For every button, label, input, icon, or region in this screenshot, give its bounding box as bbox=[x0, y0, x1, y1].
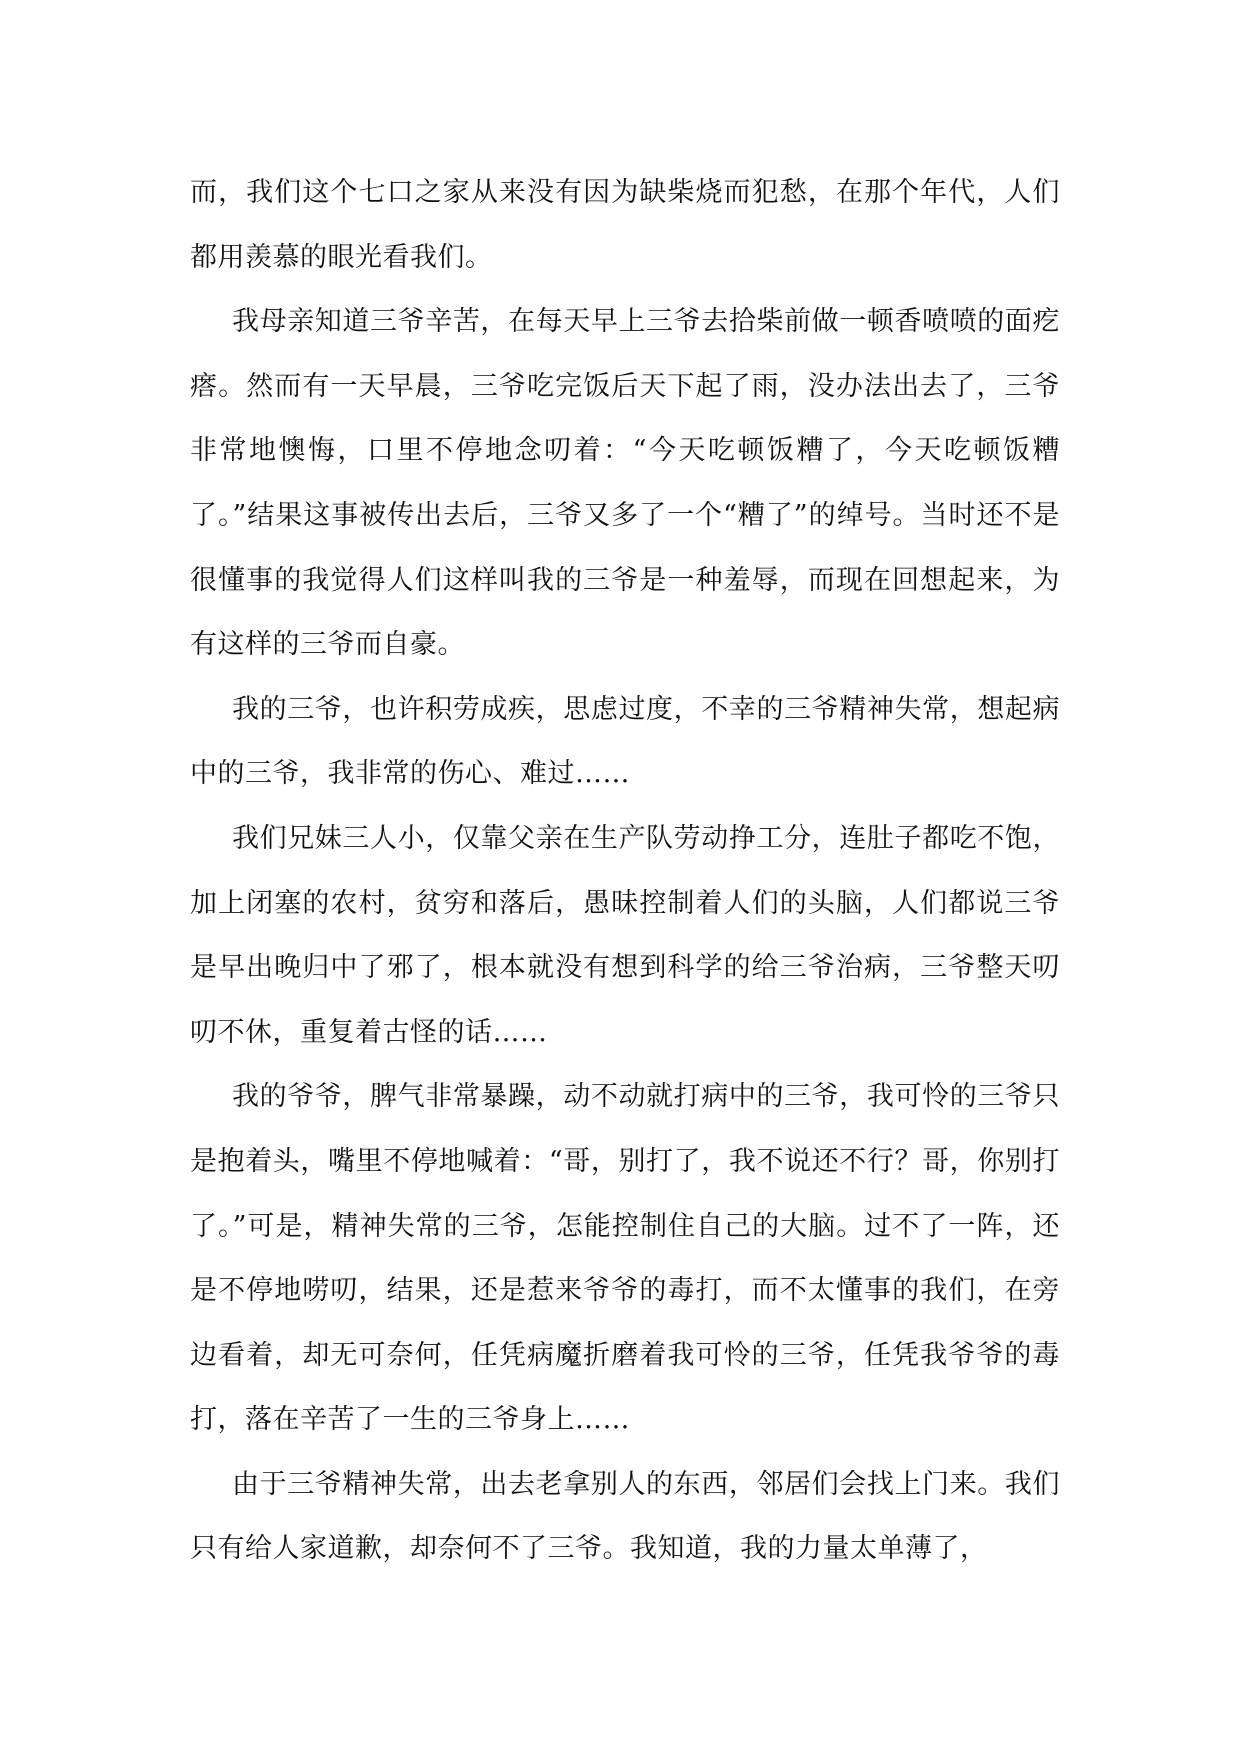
paragraph-2: 我母亲知道三爷辛苦，在每天早上三爷去拾柴前做一顿香喷喷的面疙瘩。然而有一天早晨，三爷吃完饭后天下起了雨，没办法出去了，三爷非常地懊悔，口里不停地念叨着：“今天吃顿饭糟了，今天吃顿饭糟了。”结果这事被传出去后，三爷又多了一个“糟了”的绰号。当时还不是很懂事的我觉得人们这样叫我的三爷是一种羞辱，而现在回想起来，为有这样的三爷而自豪。 bbox=[190, 306, 1060, 661]
paragraph-3: 我的三爷，也许积劳成疾，思虑过度，不幸的三爷精神失常，想起病中的三爷，我非常的伤心、难过…… bbox=[190, 693, 1060, 790]
paragraph-5: 我的爷爷，脾气非常暴躁，动不动就打病中的三爷，我可怜的三爷只是抱着头，嘴里不停地喊着：“哥，别打了，我不说还不行？哥，你别打了。”可是，精神失常的三爷，怎能控制住自己的大脑。过不了一阵，还是不停地唠叨，结果，还是惹来爷爷的毒打，而不太懂事的我们，在旁边看着，却无可奈何，任凭病魔折磨着我可怜的三爷，任凭我爷爷的毒打，落在辛苦了一生的三爷身上…… bbox=[190, 1081, 1060, 1436]
paragraph-1: 而，我们这个七口之家从来没有因为缺柴烧而犯愁，在那个年代，人们都用羡慕的眼光看我们。 bbox=[190, 177, 1060, 273]
document-body bbox=[190, 161, 1060, 1582]
paragraph-4: 我们兄妹三人小，仅靠父亲在生产队劳动挣工分，连肚子都吃不饱，加上闭塞的农村，贫穷和落后，愚昧控制着人们的头脑，人们都说三爷是早出晚归中了邪了，根本就没有想到科学的给三爷治病，三爷整天叨叨不休，重复着古怪的话…… bbox=[190, 822, 1060, 1048]
paragraph-6: 由于三爷精神失常，出去老拿别人的东西，邻居们会找上门来。我们只有给人家道歉，却奈何不了三爷。我知道，我的力量太单薄了， bbox=[190, 1468, 1060, 1565]
